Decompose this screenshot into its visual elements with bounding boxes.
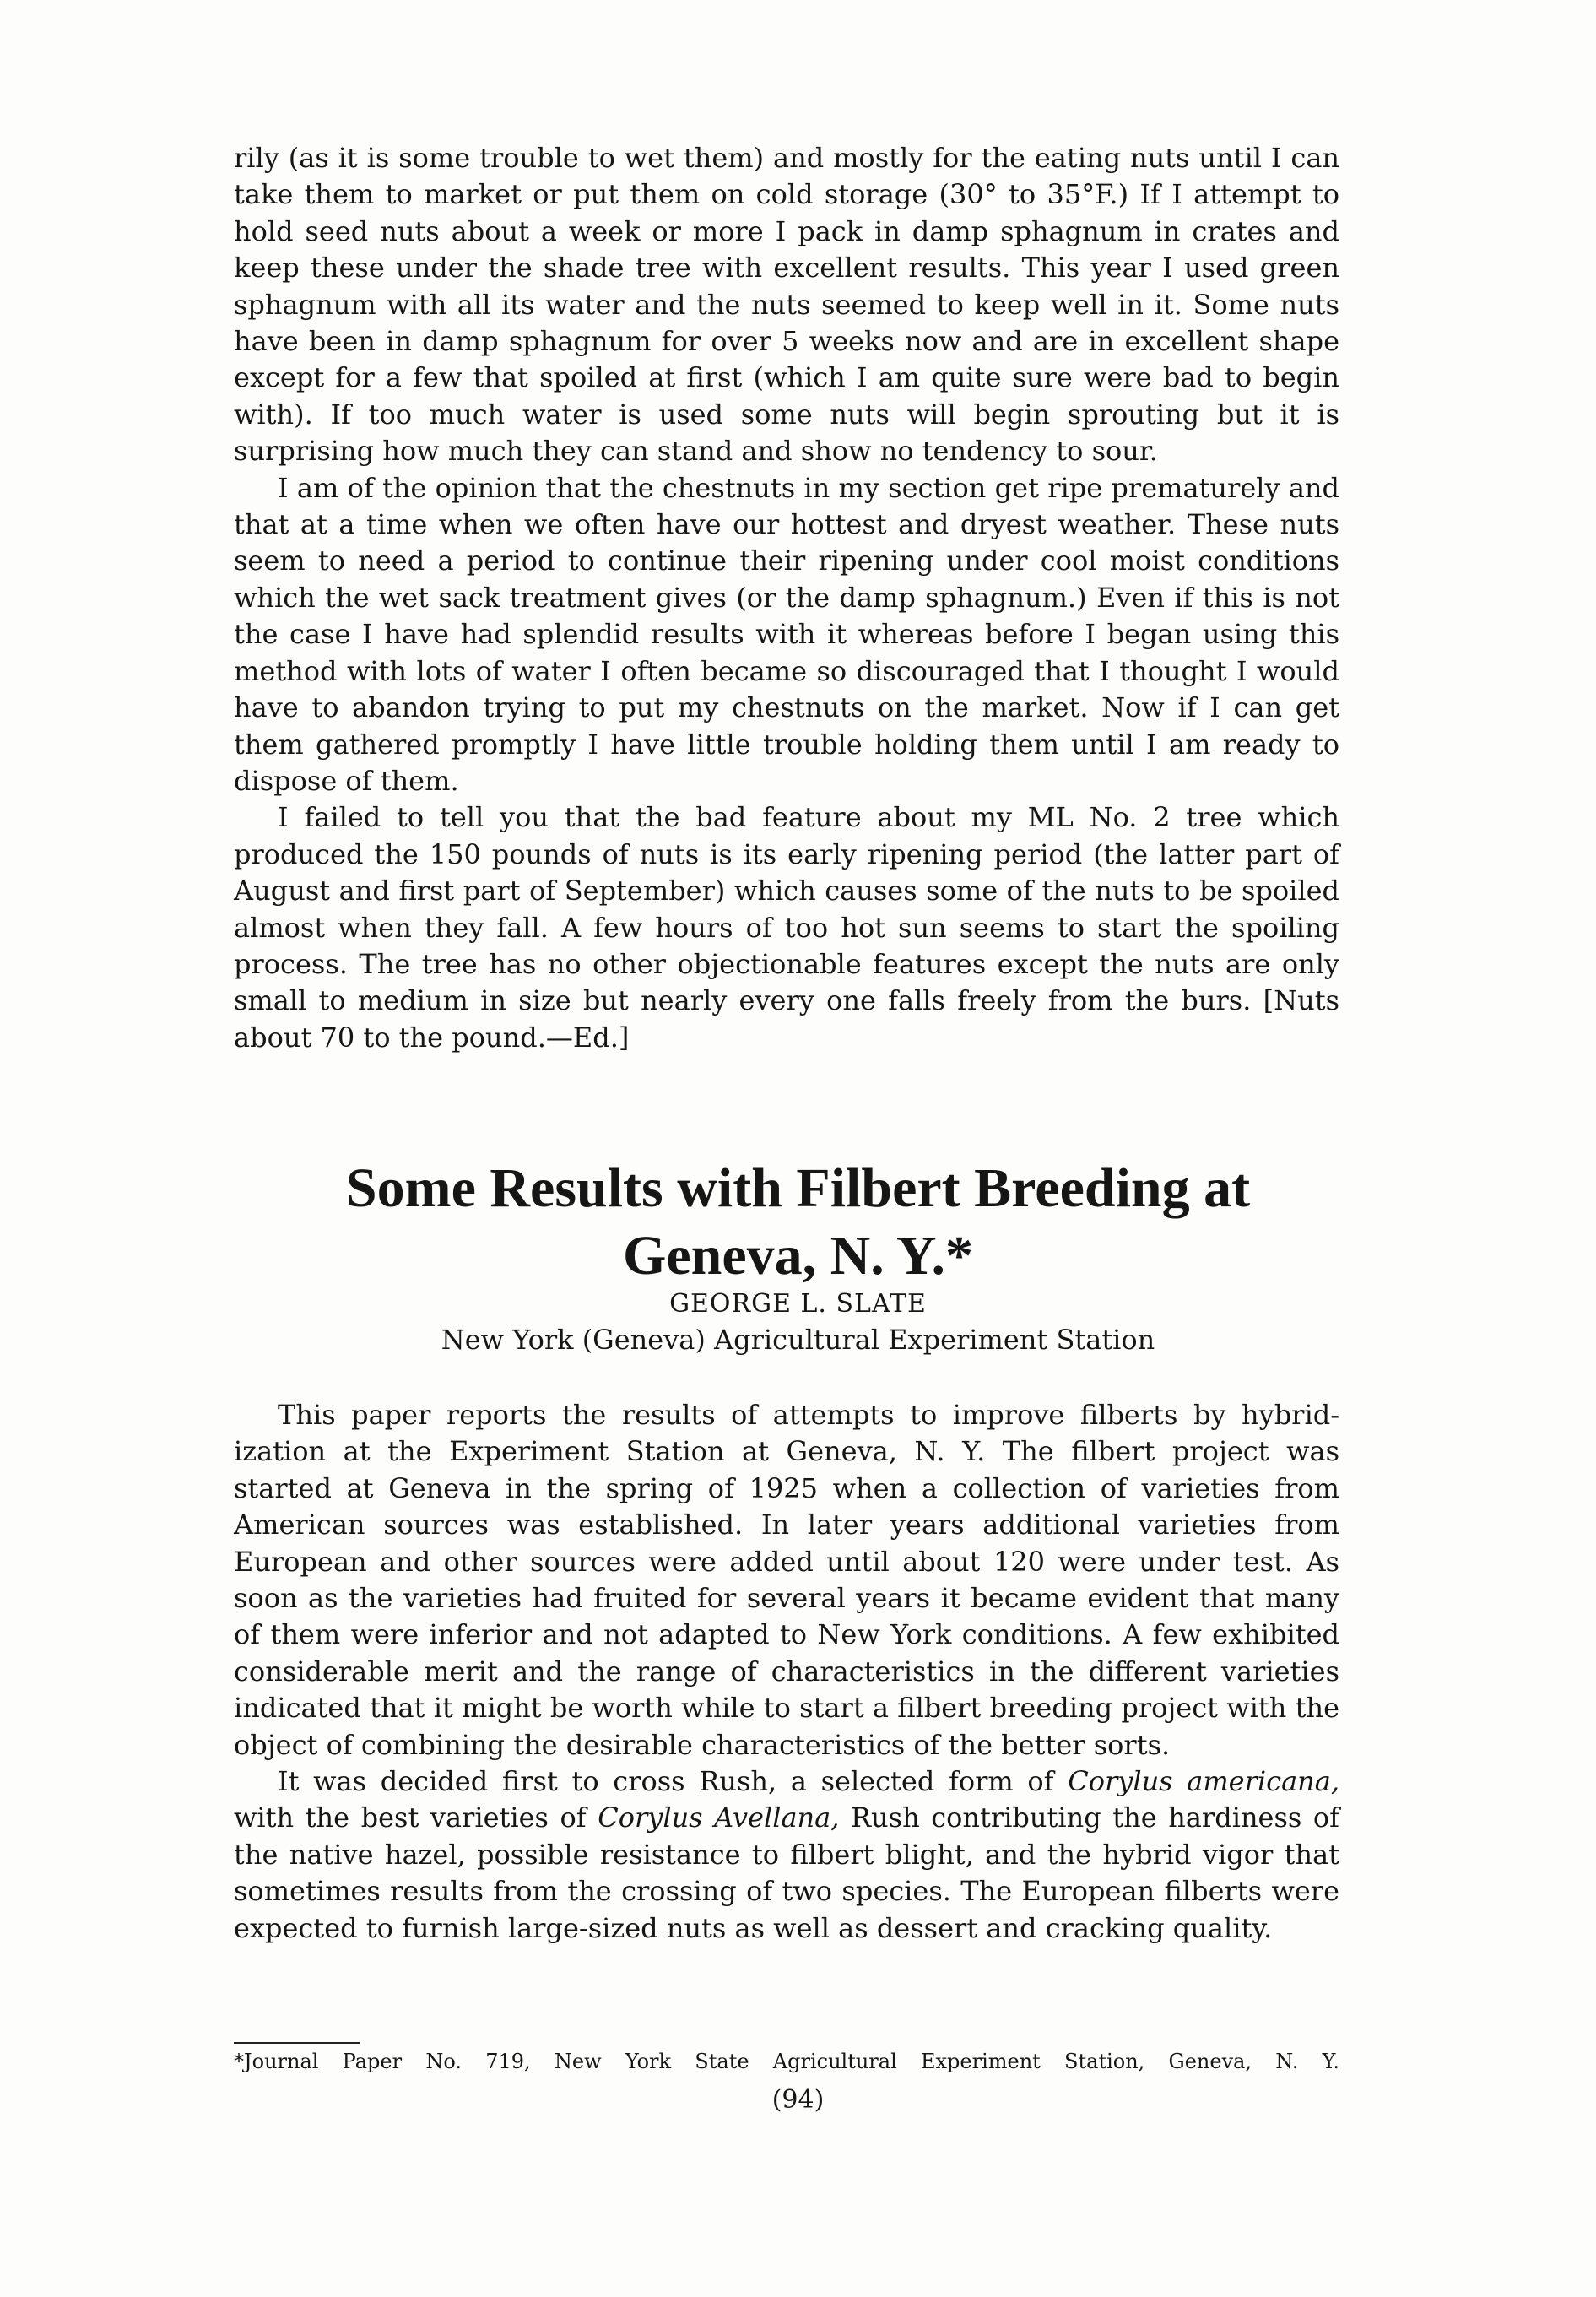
article-body [234, 1397, 1339, 1947]
footnote: *Journal Paper No. 719, New York State Agricultural Experiment Station, Geneva, N. Y. [234, 2050, 1339, 2073]
author-affiliation: New York (Geneva) Agricultural Experiment Station [441, 1324, 1155, 1356]
species-corylus-americana: Corylus americana, [1068, 1765, 1340, 1798]
article-title-line-2: Geneva, N. Y.* [623, 1225, 973, 1287]
paragraph-continued: rily (as it is some trouble to wet them) and mostly for the eating nuts until I can take them to market or put them on cold storage (30° to 35°F.) If I attempt to hold seed nuts about a week or more I pack in damp sphagnum in crates and keep these under the shade tree with excellent results. This year I used green sphagnum with all its water and the nuts seemed to keep well in it. Some nuts have been in damp sphagnum for over 5 weeks now and are in excellent shape except for a few that spoiled at first (which I am quite sure were bad to begin with). If too much water is used some nuts will begin sprouting but it is surprising how much they can stand and show no tendency to sour. [234, 142, 1339, 468]
article-title [0, 1155, 1596, 1290]
footnote-divider [234, 2042, 360, 2044]
paragraph-cross-rush-part3: Rush contributing the hardiness of the native hazel, possible resistance to filbert blight, and the hybrid vigor that sometimes results from the crossing of two species. The European filberts were expected to furnish large-sized nuts as well as dessert and cracking quality. [234, 1801, 1340, 1944]
paragraph-cross-rush-part1: It was decided first to cross Rush, a selected form of [278, 1765, 1069, 1798]
paragraph-cross-rush [234, 1763, 1339, 1947]
species-corylus-avellana: Corylus Avellana, [598, 1801, 840, 1834]
author-byline: GEORGE L. SLATE [669, 1289, 927, 1319]
continued-article-text [234, 140, 1339, 1056]
article-title-line-1: Some Results with Filbert Breeding at [345, 1157, 1251, 1219]
page-number: (94) [771, 2085, 825, 2115]
paragraph-ripening-opinion: I am of the opinion that the chestnuts in my section get ripe prematurely and that at a time when we often have our hottest and dryest weather. These nuts seem to need a period to continue their ripening under cool moist conditions which the wet sack treatment gives (or the damp sphagnum.) Even if this is not the case I have had splendid results with it whereas before I began using this method with lots of water I often became so discouraged that I thought I would have to abandon trying to put my chestnuts on the market. Now if I can get them gathered promptly I have little trouble holding them until I am ready to dispose of them. [234, 471, 1339, 797]
paragraph-ml-no2-tree: I failed to tell you that the bad feature about my ML No. 2 tree which produced the 150 pounds of nuts is its early ripening period (the latter part of August and first part of September) which causes some of the nuts to be spoiled almost when they fall. A few hours of too hot sun seems to start the spoiling process. The tree has no other objectionable features except the nuts are only small to medium in size but nearly every one falls freely from the burs. [Nuts about 70 to the pound.—Ed.] [234, 801, 1339, 1054]
paragraph-cross-rush-part2: with the best varieties of [234, 1801, 598, 1834]
paragraph-intro: This paper reports the results of attempts to improve filberts by hybridization at the Experiment Station at Geneva, N. Y. The filbert project was started at Geneva in the spring of 1925 when a collection of varieties from American sources was established. In later years additional varieties from European and other sources were added until about 120 were under test. As soon as the varieties had fruited for several years it became evident that many of them were inferior and not adapted to New York conditions. A few exhibited considerable merit and the range of characteristics in the different varieties indicated that it might be worth while to start a filbert breeding project with the object of combining the desirable characteristics of the better sorts. [234, 1399, 1339, 1761]
